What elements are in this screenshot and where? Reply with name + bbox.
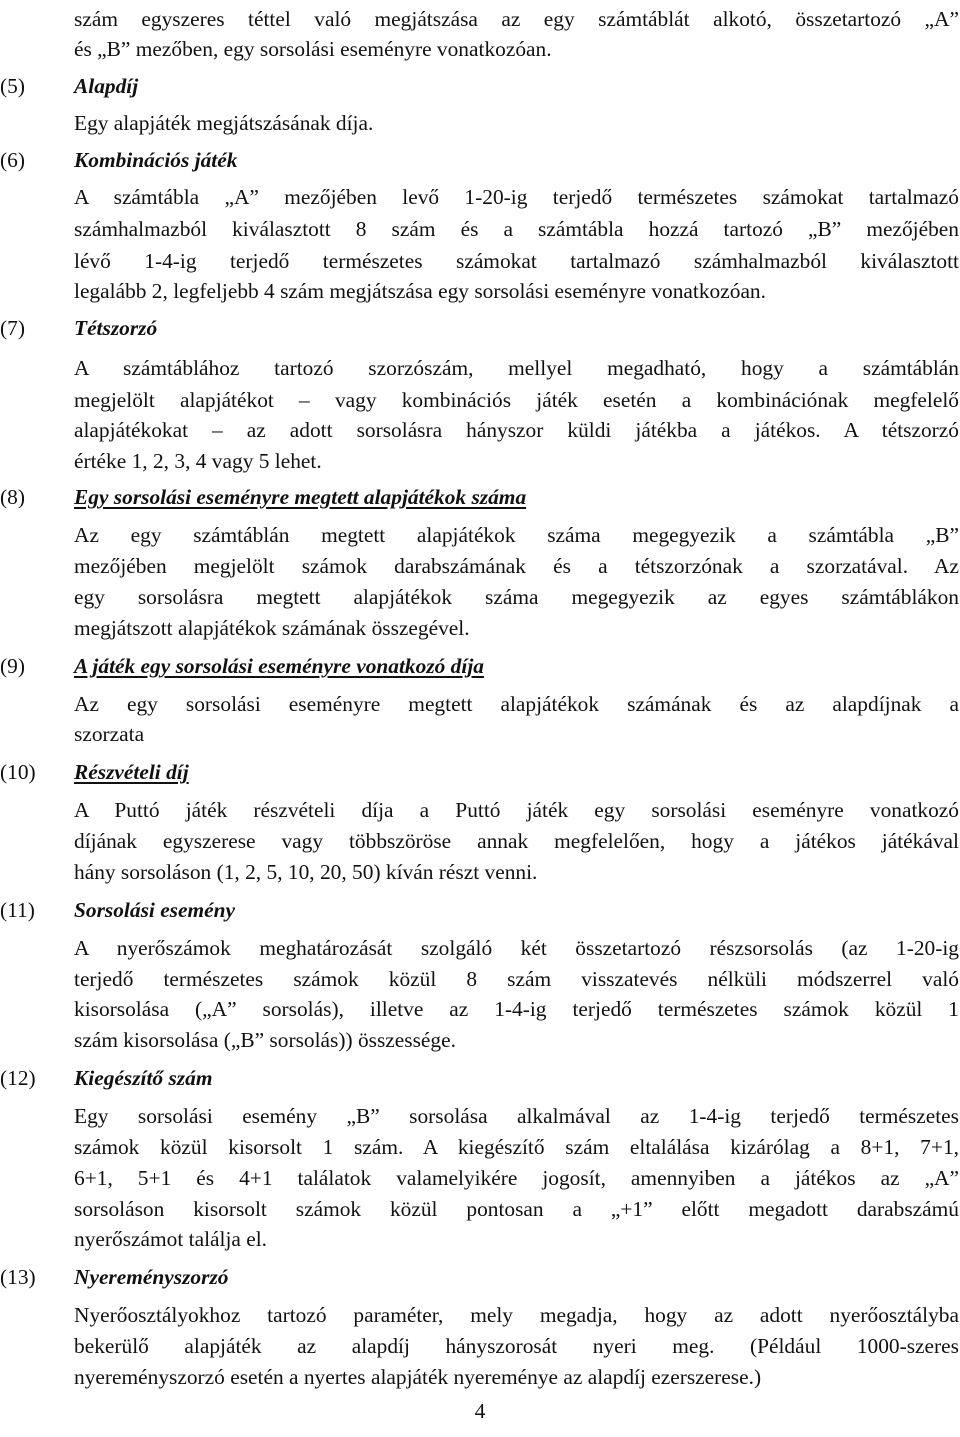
section-text-line: 6+1, 5+1 és 4+1 találatok valamelyikére jogosít, amennyiben a játékos az „A” — [74, 1166, 959, 1190]
section-text-line: lévő 1-4-ig terjedő természetes számokat tartalmazó számhalmazból kiválasztott — [74, 249, 959, 273]
section-heading: Tétszorzó — [74, 316, 158, 340]
intro-line: szám egyszeres téttel való megjátszása az egy számtáblát alkotó, összetartozó „A” — [74, 7, 959, 31]
section-text-line: nyerőszámot találja el. — [74, 1227, 268, 1251]
section-number: (6) — [0, 148, 25, 172]
section-text-line: szorzata — [74, 722, 145, 746]
section-text-line: számhalmazból kiválasztott 8 szám és a számtábla hozzá tartozó „B” mezőjében — [74, 217, 959, 241]
section-text-line: A Puttó játék részvételi díja a Puttó játék egy sorsolási eseményre vonatkozó — [74, 798, 959, 822]
section-heading: Kombinációs játék — [74, 148, 238, 172]
section-text-line: díjának egyszerese vagy többszöröse annak megfelelően, hogy a játékos játékával — [74, 829, 959, 853]
section-text-line: Az egy számtáblán megtett alapjátékok száma megegyezik a számtábla „B” — [74, 523, 959, 547]
section-number: (13) — [0, 1265, 36, 1289]
section-text-line: Az egy sorsolási eseményre megtett alapjátékok számának és az alapdíjnak a — [74, 692, 959, 716]
section-text-line: terjedő természetes számok közül 8 szám visszatevés nélküli módszerrel való — [74, 967, 959, 991]
section-text-line: mezőjében megjelölt számok darabszámának és a tétszorzónak a szorzatával. Az — [74, 554, 959, 578]
section-text-line: számok közül kisorsolt 1 szám. A kiegészítő szám eltalálása kizárólag a 8+1, 7+1, — [74, 1135, 959, 1159]
page-number: 4 — [474, 1399, 486, 1423]
section-number: (9) — [0, 654, 25, 678]
section-text-line: hány sorsoláson (1, 2, 5, 10, 20, 50) kíván részt venni. — [74, 860, 538, 884]
section-text-line: A számtábla „A” mezőjében levő 1-20-ig terjedő természetes számokat tartalmazó — [74, 185, 959, 209]
section-heading: Alapdíj — [74, 74, 139, 98]
section-text-line: alapjátékokat – az adott sorsolásra hányszor küldi játékba a játékos. A tétszorzó — [74, 418, 959, 442]
section-number: (8) — [0, 485, 25, 509]
section-text-line: Egy sorsolási esemény „B” sorsolása alkalmával az 1-4-ig terjedő természetes — [74, 1104, 959, 1128]
section-text-line: Egy alapjáték megjátszásának díja. — [74, 111, 374, 135]
section-heading: Sorsolási esemény — [74, 898, 236, 922]
section-text-line: egy sorsolásra megtett alapjátékok száma megegyezik az egyes számtáblákon — [74, 585, 959, 609]
section-heading: Egy sorsolási eseményre megtett alapjátékok száma — [74, 485, 527, 509]
section-text-line: sorsoláson kisorsolt számok közül pontosan a „+1” előtt megadott darabszámú — [74, 1197, 959, 1221]
section-text-line: értéke 1, 2, 3, 4 vagy 5 lehet. — [74, 449, 322, 473]
section-text-line: megjelölt alapjátékot – vagy kombinációs játék esetén a kombinációnak megfelelő — [74, 388, 959, 412]
intro-line: és „B” mezőben, egy sorsolási eseményre vonatkozóan. — [74, 37, 552, 61]
section-text-line: Nyerőosztályokhoz tartozó paraméter, mely megadja, hogy az adott nyerőosztályba — [74, 1303, 959, 1327]
section-number: (12) — [0, 1066, 36, 1090]
section-text-line: kisorsolása („A” sorsolás), illetve az 1-4-ig terjedő természetes számok közül 1 — [74, 997, 959, 1021]
section-heading: Részvételi díj — [74, 760, 189, 784]
section-text-line: legalább 2, legfeljebb 4 szám megjátszása egy sorsolási eseményre vonatkozóan. — [74, 279, 766, 303]
section-text-line: A számtáblához tartozó szorzószám, mellyel megadható, hogy a számtáblán — [74, 356, 959, 380]
section-heading: A játék egy sorsolási eseményre vonatkozó díja — [74, 654, 484, 678]
section-number: (5) — [0, 74, 25, 98]
section-text-line: megjátszott alapjátékok számának összegével. — [74, 616, 470, 640]
section-number: (10) — [0, 760, 36, 784]
section-text-line: szám kisorsolása („B” sorsolás)) összessége. — [74, 1028, 456, 1052]
section-heading: Nyereményszorzó — [74, 1265, 229, 1289]
section-heading: Kiegészítő szám — [74, 1066, 213, 1090]
section-text-line: bekerülő alapjáték az alapdíj hányszorosát nyeri meg. (Például 1000-szeres — [74, 1334, 959, 1358]
section-text-line: A nyerőszámok meghatározását szolgáló két összetartozó részsorsolás (az 1-20-ig — [74, 936, 959, 960]
section-number: (7) — [0, 316, 25, 340]
section-text-line: nyereményszorzó esetén a nyertes alapjáték nyereménye az alapdíj ezerszerese.) — [74, 1365, 762, 1389]
section-number: (11) — [0, 898, 35, 922]
